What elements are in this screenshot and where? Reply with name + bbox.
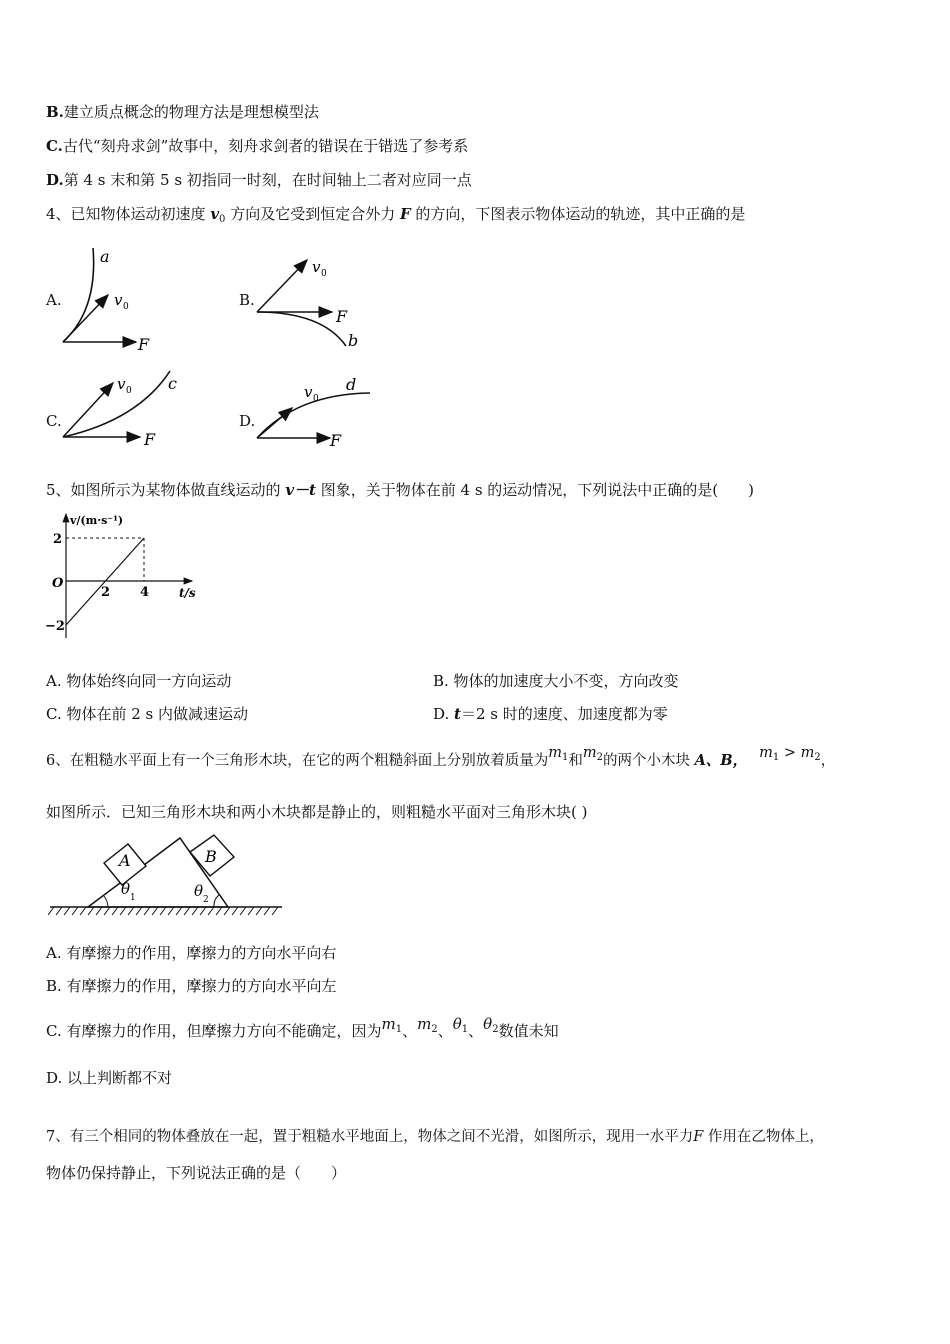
theta2-label: θ [194, 882, 204, 900]
origin-label: O [52, 576, 64, 591]
q5-stem: 5、如图所示为某物体做直线运动的 v－t 图象，关于物体在前 4 s 的运动情况，下列说法中正确的是( ) [46, 481, 755, 499]
q4-figure-d [252, 372, 377, 457]
v0-arrow [257, 260, 307, 312]
v0-sub: 0 [321, 269, 327, 279]
q4-stem: 4、已知物体运动初速度 $v_0$ 方向及它受到恒定合外力 F 的方向，下图表示物体运动的轨迹，其中正确的是 [46, 205, 746, 225]
x-axis-label: t/s [179, 586, 196, 600]
q6-wedge-figure [48, 830, 288, 925]
force-symbol: F [399, 205, 411, 223]
curve-label: d [346, 375, 357, 394]
v0-arrow [257, 408, 292, 438]
q5-option-c: C. 物体在前 2 s 内做减速运动 [46, 705, 249, 723]
x-tick-2: 2 [101, 585, 111, 600]
q6-option-a: A. 有摩擦力的作用，摩擦力的方向水平向右 [46, 944, 337, 962]
option-letter: B. [46, 103, 64, 121]
curve-label: c [168, 374, 177, 393]
theta1-sub: 1 [130, 893, 136, 903]
theta1-label: θ [121, 880, 131, 898]
theta2-sub: 2 [203, 895, 209, 905]
q4-fig-b-label: B. [239, 291, 255, 309]
m2-symbol: m [582, 745, 597, 761]
trajectory-b [257, 312, 346, 346]
block-a-label: A [119, 851, 131, 870]
q6-stem: 6、在粗糙水平面上有一个三角形木块，在它的两个粗糙斜面上分别放着质量为$m^1$和$m^2$的两个小木块 A、B， $m^1 > m^2$， [46, 745, 836, 769]
q4-fig-d-label: D. [239, 412, 256, 430]
option-text: 第 4 s 末和第 5 s 初指同一时刻，在时间轴上二者对应同一点 [63, 171, 472, 189]
q3-option-d [46, 170, 472, 190]
curve-label: b [348, 331, 359, 350]
v0-arrow [63, 383, 113, 437]
q3-option-b [46, 102, 319, 122]
q7-stem: 7、有三个相同的物体叠放在一起，置于粗糙水平地面上，物体之间不光滑，如图所示，现用一水平力F 作用在乙物体上， [46, 1129, 824, 1145]
f-label: F [138, 335, 150, 354]
curve-label: a [100, 247, 110, 266]
v0-label: v [312, 258, 321, 276]
x-tick-4: 4 [140, 585, 150, 600]
v0-label: v [114, 291, 123, 309]
q4-fig-c-label: C. [46, 412, 62, 430]
q3-option-c [46, 136, 468, 156]
angle-arc-2 [214, 895, 219, 907]
q4-fig-a-label: A. [46, 291, 62, 309]
block-b-label: B [205, 847, 217, 866]
option-text: 古代“刻舟求剑”故事中，刻舟求剑者的错误在于错选了参考系 [62, 137, 469, 155]
v0-sub: 0 [123, 302, 129, 312]
ground-hatching [48, 907, 278, 915]
f-label: F [330, 431, 342, 450]
vt-symbol: v－t [285, 481, 316, 499]
v0-arrow [63, 295, 108, 342]
v0-sub: 0 [313, 394, 319, 404]
f-label: F [336, 307, 348, 326]
y-tick-neg2: −2 [45, 619, 65, 634]
q4-figure-b [252, 250, 372, 355]
q5-option-a: A. 物体始终向同一方向运动 [46, 672, 232, 690]
v0-sub: 0 [126, 386, 132, 396]
force-symbol: F [693, 1129, 704, 1145]
option-letter: C. [46, 137, 63, 155]
m1-symbol: m [548, 745, 562, 761]
v0-label: v [304, 383, 313, 401]
option-letter: D. [46, 171, 64, 189]
angle-arc-1 [104, 896, 108, 907]
q6-option-d: D. 以上判断都不对 [46, 1069, 173, 1087]
trajectory-a [63, 248, 94, 342]
v0-symbol: v [210, 205, 220, 223]
q5-option-b: B. 物体的加速度大小不变，方向改变 [433, 672, 679, 690]
q5-vt-graph [40, 508, 210, 648]
q7-stem-line2: 物体仍保持静止，下列说法正确的是（ ） [46, 1164, 347, 1182]
y-axis-label: v/(m·s⁻¹) [70, 514, 124, 527]
f-label: F [144, 430, 156, 449]
q5-option-d: D. t＝2 s 时的速度、加速度都为零 [433, 705, 668, 723]
v0-label: v [117, 375, 126, 393]
option-text: 建立质点概念的物理方法是理想模型法 [63, 103, 319, 121]
q4-figure-a [58, 240, 168, 355]
q6-stem-line2: 如图所示．已知三角形木块和两小木块都是静止的，则粗糙水平面对三角形木块( ) [46, 803, 588, 821]
q6-option-b: B. 有摩擦力的作用，摩擦力的方向水平向左 [46, 977, 337, 995]
q4-figure-c [58, 365, 188, 455]
y-tick-2: 2 [53, 532, 63, 547]
q6-option-c: C. 有摩擦力的作用，但摩擦力方向不能确定，因为$m^1$、$m^2$、$\theta^1$、$\theta^2$数值未知 [46, 1015, 559, 1040]
